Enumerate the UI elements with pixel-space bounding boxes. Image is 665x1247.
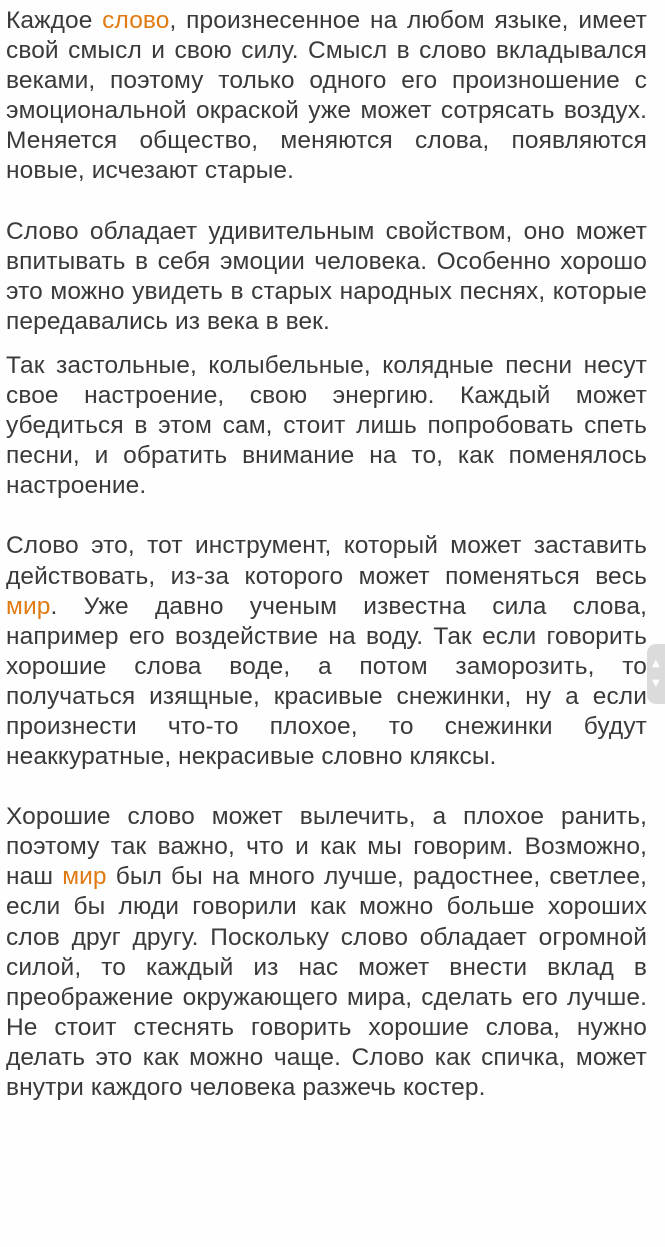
paragraph-5-text-a: Хорошие слово может вылечить, а плохое ранить, поэтому так важно, что и как мы говорим. Возможно, наш: [6, 803, 647, 891]
paragraph-4-text-a: Слово это, тот инструмент, который может заставить действовать, из-за которого может поменяться весь: [6, 532, 647, 590]
chevron-up-icon: ▲: [652, 658, 660, 669]
link-mir-2[interactable]: мир: [62, 863, 107, 891]
paragraph-3: Так застольные, колыбельные, колядные песни несут свое настроение, свою энергию. Каждый может убедиться в этом сам, стоит лишь попробовать спеть песни, и обратить внимание на то, как поменялось настроение.: [6, 351, 647, 500]
paragraph-1-text-a: Каждое: [6, 7, 103, 34]
chevron-down-icon: ▼: [652, 678, 660, 689]
paragraph-1: [6, 6, 647, 187]
link-slovo[interactable]: слово: [102, 7, 170, 34]
article-body: [6, 6, 647, 1103]
paragraph-4-text-b: . Уже давно ученым известна сила слова, например его воздействие на воду. Так если говорить хорошие слова воде, а потом заморозить, то получаться изящные, красивые снежинки, ну а если произнести что-то плохое, то снежинки будут неаккуратные, некрасивые словно кляксы.: [6, 592, 647, 771]
paragraph-5: [6, 802, 647, 1103]
paragraph-5-text-b: был бы на много лучше, радостнее, светлее, если бы люди говорили как можно больше хороших слов друг другу. Поскольку слово обладает огромной силой, то каждый из нас может внести вклад в преображение окружающего мира, сделать его лучше. Не стоит стеснять говорить хорошие слова, нужно делать это как можно чаще. Слово как спичка, может внутри каждого человека разжечь костер.: [6, 863, 647, 1101]
fast-scroll-handle[interactable]: [647, 644, 665, 704]
link-mir-1[interactable]: мир: [6, 592, 51, 620]
paragraph-1-text-b: , произнесенное на любом языке, имеет свой смысл и свою силу. Смысл в слово вкладывался веками, поэтому только одного его произношение с эмоциональной окраской уже может сотрясать воздух. Меняется общество, меняются слова, появляются новые, исчезают старые.: [6, 7, 648, 185]
paragraph-4: [6, 531, 647, 772]
paragraph-2: Слово обладает удивительным свойством, оно может впитывать в себя эмоции человека. Особенно хорошо это можно увидеть в старых народных песнях, которые передавались из века в век.: [6, 217, 647, 335]
